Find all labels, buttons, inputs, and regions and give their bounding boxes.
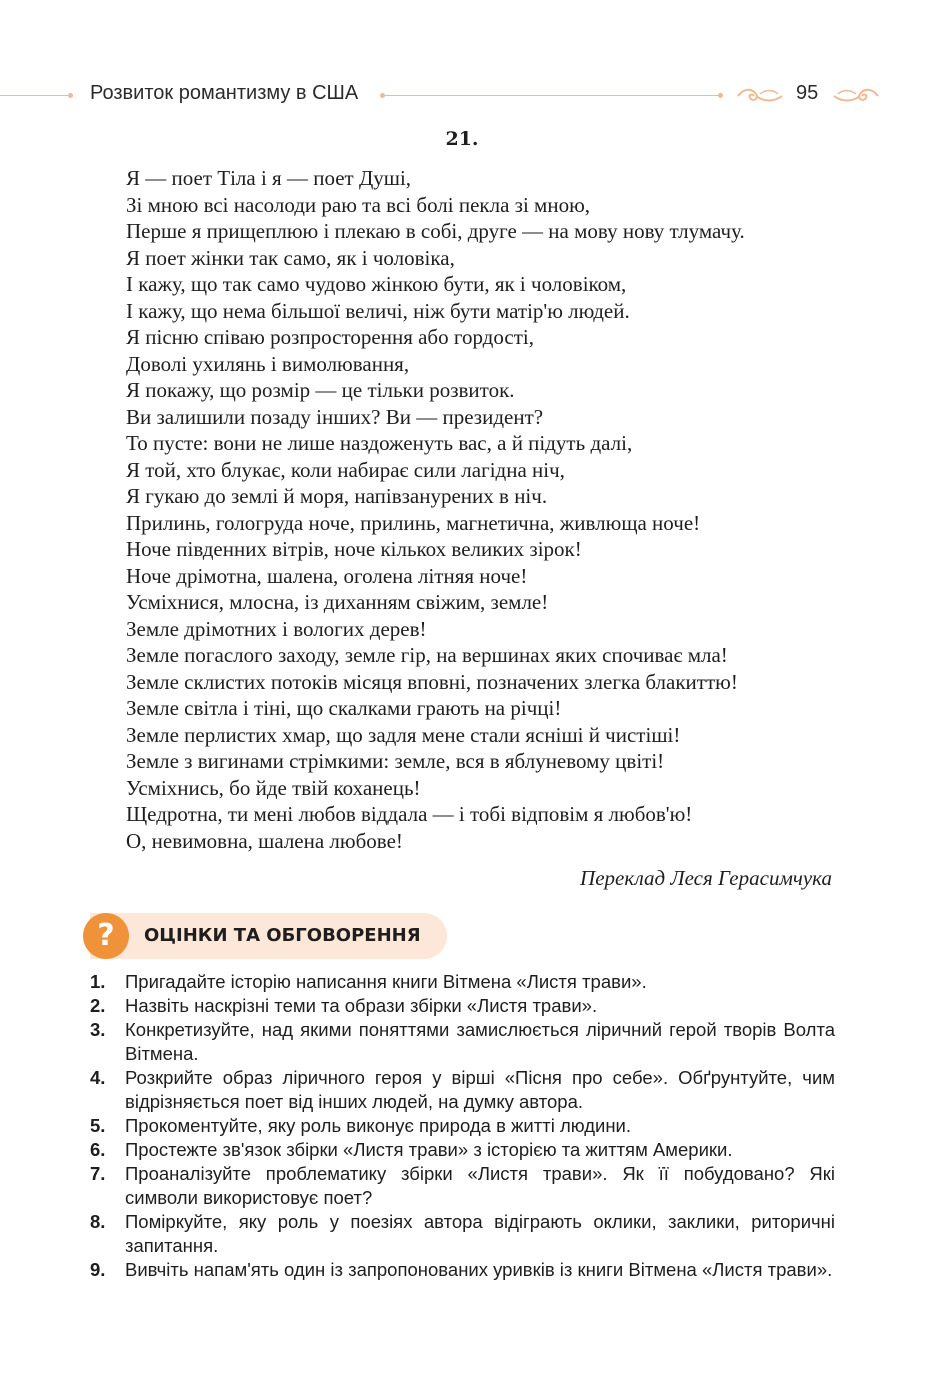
poem-text [126,165,846,854]
question-number: 7. [90,1163,106,1184]
translator-credit: Переклад Леся Герасимчука [580,866,832,890]
question-item [90,970,835,994]
questions-list [90,970,835,1282]
question-number: 1. [90,971,106,992]
question-item [90,1258,835,1282]
question-number: 8. [90,1211,106,1232]
poem-line: Усміхнися, млосна, із диханням свіжим, земле! [126,590,549,614]
poem-line: Земле погаслого заходу, земле гір, на вершинах яких спочиває мла! [126,643,728,667]
poem-line: Земле з вигинами стрімкими: земле, вся в яблуневому цвіті! [126,749,665,773]
question-text: Проаналізуйте проблематику збірки «Листя трави». Як її побудовано? Які символи використовує поет? [125,1163,835,1208]
question-number: 2. [90,995,106,1016]
question-item [90,994,835,1018]
poem-line: Перше я прищеплюю і плекаю в собі, друге — на мову нову тлумачу. [126,219,745,243]
question-item [90,1114,835,1138]
question-item [90,1210,835,1258]
question-text: Розкрийте образ ліричного героя у вірші «Пісня про себе». Обґрунтуйте, чим відрізняється поет від інших людей, на думку автора. [125,1067,835,1112]
question-number: 6. [90,1139,106,1160]
section-title: ОЦІНКИ ТА ОБГОВОРЕННЯ [144,925,421,946]
header-title: Розвиток романтизму в США [90,82,359,104]
question-item [90,1138,835,1162]
poem-line: І кажу, що так само чудово жінкою бути, як і чоловіком, [126,272,627,296]
question-text: Прокоментуйте, яку роль виконує природа в житті людини. [125,1115,632,1136]
poem-line: Я той, хто блукає, коли набирає сили лагідна ніч, [126,457,565,482]
question-mark-icon: ? [83,913,129,959]
header-rule-middle [384,95,720,96]
question-text: Поміркуйте, яку роль у поезіях автора відіграють оклики, заклики, риторичні запитання. [125,1211,835,1256]
poem-line: Земле склистих потоків місяця вповні, позначених злегка блакиттю! [126,669,738,694]
ornament-right-icon [832,84,880,108]
header-rule-left [0,95,68,96]
question-item [90,1162,835,1210]
question-text: Назвіть наскрізні теми та образи збірки «Листя трави». [125,995,598,1016]
header-rule-dot [68,93,73,98]
question-number: 5. [90,1115,106,1136]
question-item [90,1066,835,1114]
poem-line: Прилинь, гологруда ноче, прилинь, магнетична, живлюща ноче! [126,510,701,535]
poem-line: Земле дрімотних і вологих дерев! [126,616,427,641]
poem-line: Земле перлистих хмар, що задля мене стали ясніші й чистіші! [126,722,681,747]
page-number: 95 [796,82,819,104]
poem-line: Я покажу, що розмір — це тільки розвиток. [126,378,515,402]
poem-number: 21. [445,128,479,150]
poem-line: Щедротна, ти мені любов віддала — і тобі відповім я любов'ю! [126,802,693,826]
poem-line: Ви залишили позаду інших? Ви — президент? [126,404,544,429]
poem-line: Усміхнись, бо йде твій коханець! [126,775,421,800]
question-number: 3. [90,1019,106,1040]
poem-line: Земле світла і тіні, що скалками грають на річці! [126,696,562,720]
question-item [90,1018,835,1066]
poem-line: Я пісню співаю розпросторення або гордості, [126,325,534,349]
poem-line: І кажу, що нема більшої величі, ніж бути матір'ю людей. [126,298,630,323]
poem-line: То пусте: вони не лише наздоженуть вас, а й підуть далі, [126,431,633,455]
question-text: Конкретизуйте, над якими поняттями замислюється ліричний герой творів Волта Вітмена. [125,1019,835,1064]
poem-line: Доволі ухилянь і вимолювання, [126,351,410,376]
poem-line: Зі мною всі насолоди раю та всі болі пекла зі мною, [126,192,591,217]
poem-line: Я — поет Тіла і я — поет Душі, [126,166,412,190]
poem-line: Ноче південних вітрів, ноче кількох великих зірок! [126,537,582,561]
question-text: Пригадайте історію написання книги Вітмена «Листя трави». [125,971,647,992]
header-rule-dot [718,93,723,98]
question-text: Вивчіть напам'ять один із запропонованих уривків із книги Вітмена «Листя трави». [125,1259,833,1280]
question-number: 4. [90,1067,106,1088]
question-text: Простежте зв'язок збірки «Листя трави» з історією та життям Америки. [125,1139,733,1160]
poem-line: Я поет жінки так само, як і чоловіка, [126,245,455,270]
poem-line: Я гукаю до землі й моря, напівзанурених в ніч. [126,484,548,508]
poem-line: Ноче дрімотна, шалена, оголена літняя ноче! [126,563,528,588]
running-header [0,76,952,116]
ornament-left-icon [736,84,784,108]
question-number: 9. [90,1259,106,1280]
poem-line: О, невимовна, шалена любове! [126,828,403,853]
